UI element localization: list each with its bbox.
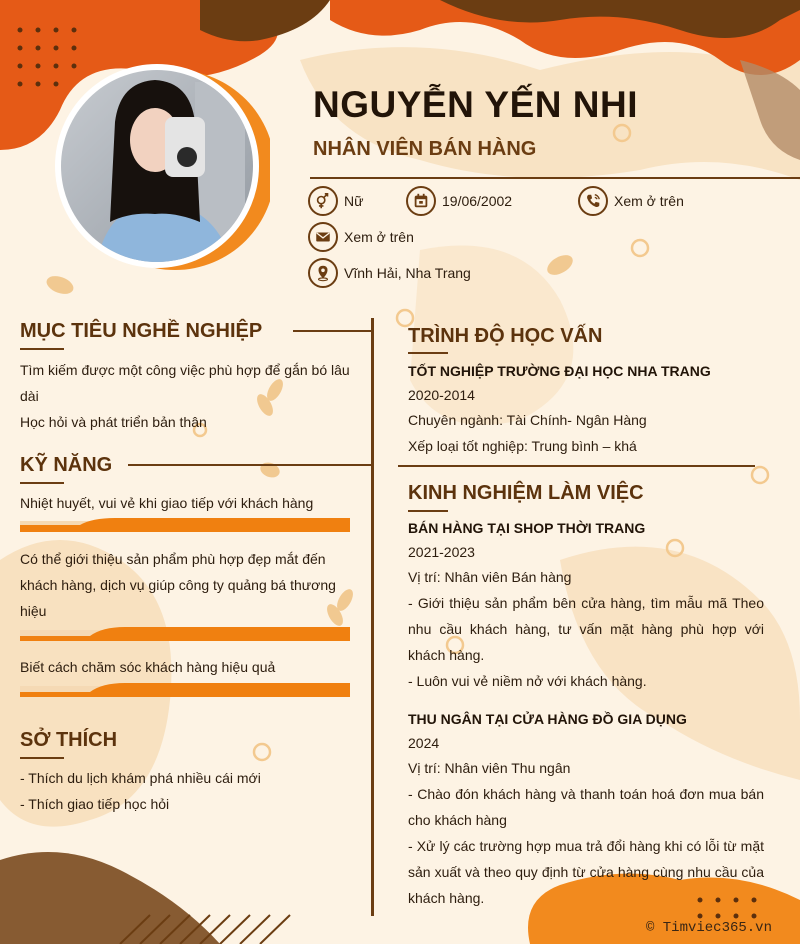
skills-title: KỸ NĂNG bbox=[20, 454, 113, 476]
skills-line bbox=[128, 464, 371, 466]
job-2-company: THU NGÂN TẠI CỬA HÀNG ĐỒ GIA DỤNG bbox=[408, 711, 687, 727]
skill-bar-1 bbox=[20, 518, 350, 532]
hobbies-underline bbox=[20, 757, 64, 759]
job-1-position: Vị trí: Nhân viên Bán hàng bbox=[408, 569, 572, 585]
career-goal-underline bbox=[20, 348, 64, 350]
job-1-years: 2021-2023 bbox=[408, 544, 475, 560]
experience-title: KINH NGHIỆM LÀM VIỆC bbox=[408, 482, 644, 504]
address-value: Vĩnh Hải, Nha Trang bbox=[344, 265, 471, 281]
gender-value: Nữ bbox=[344, 193, 364, 209]
education-divider bbox=[398, 465, 755, 467]
skill-bar-3 bbox=[20, 683, 350, 697]
education-years: 2020-2014 bbox=[408, 387, 475, 403]
job-2-duty-1: - Chào đón khách hàng và thanh toán hoá đơn mua bán cho khách hàng bbox=[408, 786, 764, 828]
job-2-position: Vị trí: Nhân viên Thu ngân bbox=[408, 760, 571, 776]
education-grade: Xếp loại tốt nghiệp: Trung bình – khá bbox=[408, 438, 637, 454]
education-major: Chuyên ngành: Tài Chính- Ngân Hàng bbox=[408, 412, 647, 428]
education-title: TRÌNH ĐỘ HỌC VẤN bbox=[408, 325, 603, 347]
column-divider bbox=[371, 318, 374, 916]
contact-address bbox=[308, 258, 471, 288]
skill-item-2: Có thể giới thiệu sản phẩm phù hợp đẹp mắt đến khách hàng, dịch vụ giúp công ty quảng bá thương hiệu bbox=[20, 551, 336, 619]
candidate-name: NGUYỄN YẾN NHI bbox=[313, 84, 638, 125]
hobbies-title: SỞ THÍCH bbox=[20, 729, 118, 751]
hobby-item-1: - Thích du lịch khám phá nhiều cái mới bbox=[20, 770, 261, 786]
contact-email bbox=[308, 222, 414, 252]
career-goal-title: MỤC TIÊU NGHỀ NGHIỆP bbox=[20, 320, 263, 342]
skill-item-3: Biết cách chăm sóc khách hàng hiệu quả bbox=[20, 659, 276, 675]
header-divider bbox=[310, 177, 800, 179]
career-goal-line bbox=[293, 330, 371, 332]
job-1-duty-1: - Giới thiệu sản phẩm bên cửa hàng, tìm mẫu mã Theo nhu cầu khách hàng, tư vấn mặt hàng phù hợp với khách hàng. bbox=[408, 595, 764, 663]
phone-value: Xem ở trên bbox=[614, 193, 684, 209]
location-icon bbox=[308, 258, 338, 288]
contact-gender bbox=[308, 186, 363, 216]
gender-icon bbox=[308, 186, 338, 216]
skill-bar-2 bbox=[20, 627, 350, 641]
skill-item-1: Nhiệt huyết, vui vẻ khi giao tiếp với khách hàng bbox=[20, 495, 314, 511]
job-1-company: BÁN HÀNG TẠI SHOP THỜI TRANG bbox=[408, 520, 646, 536]
hobby-item-2: - Thích giao tiếp học hỏi bbox=[20, 796, 170, 812]
education-school: TỐT NGHIỆP TRƯỜNG ĐẠI HỌC NHA TRANG bbox=[408, 363, 711, 379]
avatar bbox=[55, 62, 270, 277]
job-1-duty-2: - Luôn vui vẻ niềm nở với khách hàng. bbox=[408, 673, 647, 689]
job-title: NHÂN VIÊN BÁN HÀNG bbox=[313, 138, 537, 160]
job-2-years: 2024 bbox=[408, 735, 440, 751]
contact-phone bbox=[578, 186, 684, 216]
career-goal-line-1: Tìm kiếm được một công việc phù hợp để gắn bó lâu dài bbox=[20, 362, 350, 404]
skills-underline bbox=[20, 482, 64, 484]
career-goal-line-2: Học hỏi và phát triển bản thân bbox=[20, 414, 207, 430]
watermark: © Timviec365.vn bbox=[645, 920, 772, 936]
email-icon bbox=[308, 222, 338, 252]
phone-icon bbox=[578, 186, 608, 216]
birthday-value: 19/06/2002 bbox=[442, 193, 513, 209]
experience-underline bbox=[408, 510, 448, 512]
calendar-icon bbox=[406, 186, 436, 216]
contact-birthday bbox=[406, 186, 512, 216]
education-underline bbox=[408, 352, 448, 354]
job-2-duty-2: - Xử lý các trường hợp mua trả đổi hàng khi có lỗi từ mặt sản xuất và theo quy định từ cửa hàng cùng nhu cầu của khách hàng. bbox=[408, 838, 764, 906]
email-value: Xem ở trên bbox=[344, 229, 414, 245]
profile-photo-frame bbox=[55, 62, 270, 277]
